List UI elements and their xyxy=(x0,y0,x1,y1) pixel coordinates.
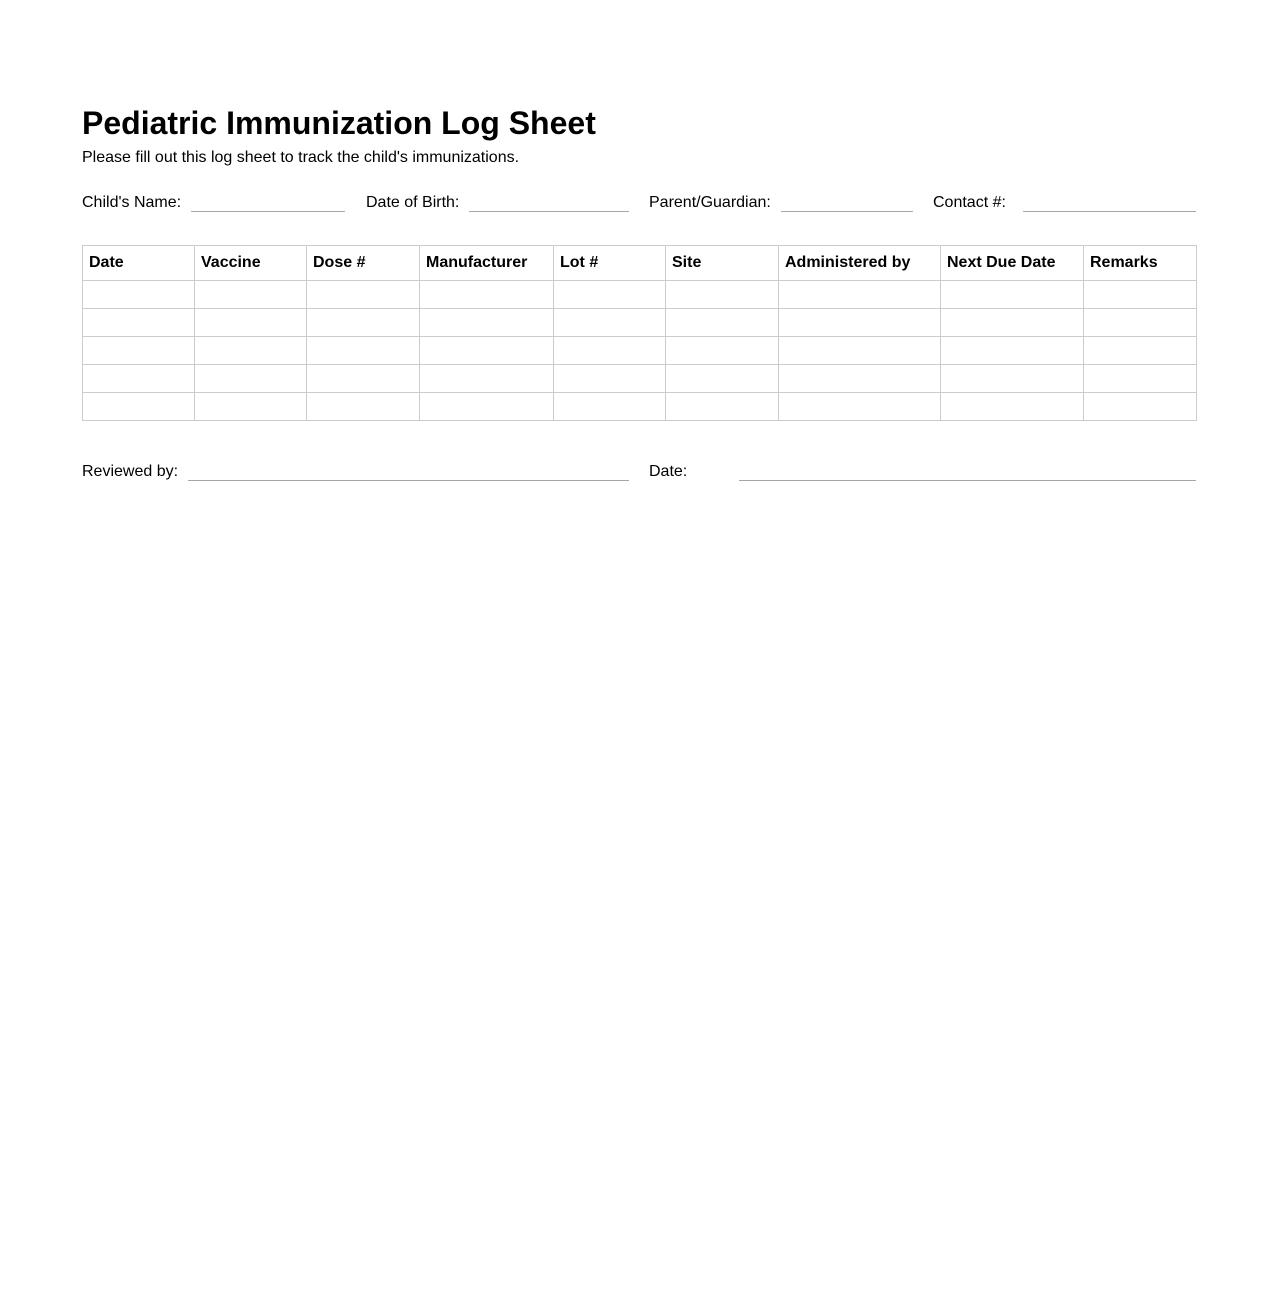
table-cell[interactable] xyxy=(941,365,1084,393)
table-cell[interactable] xyxy=(666,365,779,393)
table-cell[interactable] xyxy=(554,309,666,337)
childs-name-label: Child's Name: xyxy=(82,194,182,211)
table-cell[interactable] xyxy=(307,365,420,393)
table-cell[interactable] xyxy=(941,309,1084,337)
table-cell[interactable] xyxy=(1084,393,1197,421)
date-of-birth-field[interactable] xyxy=(469,211,629,212)
table-cell[interactable] xyxy=(1084,309,1197,337)
table-cell[interactable] xyxy=(83,337,195,365)
table-cell[interactable] xyxy=(195,365,307,393)
table-row xyxy=(83,281,1197,309)
table-cell[interactable] xyxy=(666,337,779,365)
table-cell[interactable] xyxy=(554,393,666,421)
table-cell[interactable] xyxy=(307,309,420,337)
parent-guardian-label: Parent/Guardian: xyxy=(649,194,771,211)
date-of-birth-label: Date of Birth: xyxy=(366,194,460,211)
table-cell[interactable] xyxy=(779,281,941,309)
column-header-vaccine: Vaccine xyxy=(195,246,307,281)
parent-guardian-field[interactable] xyxy=(781,211,913,212)
immunization-log-table xyxy=(82,245,1197,421)
review-date-field[interactable] xyxy=(739,480,1196,481)
table-cell[interactable] xyxy=(195,309,307,337)
reviewed-by-field[interactable] xyxy=(188,480,629,481)
table-cell[interactable] xyxy=(666,309,779,337)
table-row xyxy=(83,337,1197,365)
table-cell[interactable] xyxy=(83,393,195,421)
table-cell[interactable] xyxy=(779,309,941,337)
column-header-administered-by: Administered by xyxy=(779,246,941,281)
table-cell[interactable] xyxy=(195,337,307,365)
column-header-remarks: Remarks xyxy=(1084,246,1197,281)
page-title: Pediatric Immunization Log Sheet xyxy=(82,105,596,141)
table-cell[interactable] xyxy=(83,309,195,337)
table-row xyxy=(83,393,1197,421)
table-header-row xyxy=(83,246,1197,281)
table-row xyxy=(83,365,1197,393)
table-cell[interactable] xyxy=(554,337,666,365)
table-cell[interactable] xyxy=(1084,281,1197,309)
column-header-next-due-date: Next Due Date xyxy=(941,246,1084,281)
table-cell[interactable] xyxy=(941,281,1084,309)
table-cell[interactable] xyxy=(420,309,554,337)
table-cell[interactable] xyxy=(420,337,554,365)
table-cell[interactable] xyxy=(941,393,1084,421)
table-cell[interactable] xyxy=(779,393,941,421)
column-header-dose: Dose # xyxy=(307,246,420,281)
table-cell[interactable] xyxy=(1084,337,1197,365)
childs-name-field[interactable] xyxy=(191,211,345,212)
table-cell[interactable] xyxy=(554,281,666,309)
table-cell[interactable] xyxy=(666,281,779,309)
reviewed-by-label: Reviewed by: xyxy=(82,463,179,480)
table-cell[interactable] xyxy=(307,337,420,365)
table-cell[interactable] xyxy=(420,393,554,421)
table-cell[interactable] xyxy=(779,365,941,393)
table-cell[interactable] xyxy=(307,393,420,421)
table-cell[interactable] xyxy=(420,281,554,309)
table-cell[interactable] xyxy=(666,393,779,421)
column-header-site: Site xyxy=(666,246,779,281)
column-header-date: Date xyxy=(83,246,195,281)
table-cell[interactable] xyxy=(83,281,195,309)
contact-number-field[interactable] xyxy=(1023,211,1196,212)
table-cell[interactable] xyxy=(420,365,554,393)
contact-number-label: Contact #: xyxy=(933,194,1006,211)
page-instructions: Please fill out this log sheet to track the child's immunizations. xyxy=(82,149,520,166)
table-cell[interactable] xyxy=(779,337,941,365)
table-cell[interactable] xyxy=(307,281,420,309)
column-header-lot: Lot # xyxy=(554,246,666,281)
table-cell[interactable] xyxy=(195,281,307,309)
table-cell[interactable] xyxy=(83,365,195,393)
table-cell[interactable] xyxy=(941,337,1084,365)
table-cell[interactable] xyxy=(554,365,666,393)
table-cell[interactable] xyxy=(1084,365,1197,393)
column-header-manufacturer: Manufacturer xyxy=(420,246,554,281)
review-date-label: Date: xyxy=(649,463,688,480)
table-row xyxy=(83,309,1197,337)
table-cell[interactable] xyxy=(195,393,307,421)
